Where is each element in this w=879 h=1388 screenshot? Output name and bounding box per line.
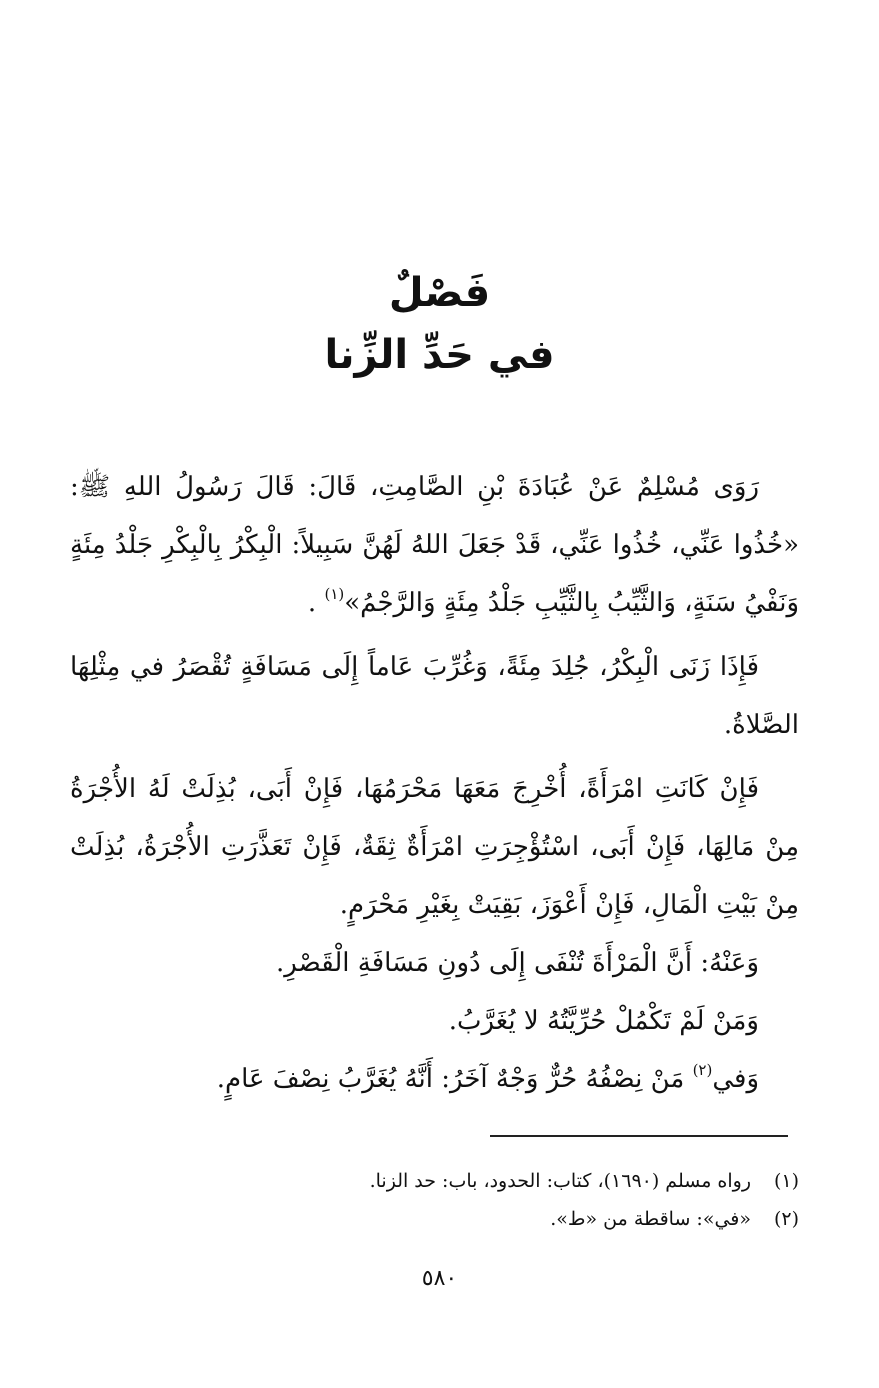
page-number: ٥٨٠ — [421, 1266, 458, 1291]
chapter-heading — [0, 265, 879, 383]
footnote-divider — [490, 1135, 788, 1137]
footnotes — [70, 1162, 799, 1238]
paragraph-text: رَوَى مُسْلِمٌ عَنْ عُبَادَةَ بْنِ الصَّامِتِ، قَالَ: قَالَ رَسُولُ اللهِ ﷺ: «خُذُوا عَنِّي، خُذُوا عَنِّي، قَدْ جَعَلَ اللهُ لَهُنَّ سَبِيلاً: الْبِكْرُ بِالْبِكْرِ جَلْدُ مِئَةٍ وَنَفْيُ سَنَةٍ، وَالثَّيِّبُ بِالثَّيِّبِ جَلْدُ مِئَةٍ وَالرَّجْمُ» — [70, 472, 799, 618]
paragraph — [70, 638, 799, 754]
paragraph-text: وَفي — [712, 1064, 759, 1094]
paragraph — [70, 992, 799, 1050]
footnote — [70, 1200, 799, 1238]
chapter-title-fasl: فَصْلٌ — [388, 270, 491, 316]
footnote — [70, 1162, 799, 1200]
paragraph-text: وَمَنْ لَمْ تَكْمُلْ حُرِّيَّتُهُ لا يُغَرَّبُ. — [448, 1006, 759, 1036]
paragraph-text: وَعَنْهُ: أَنَّ الْمَرْأَةَ تُنْفَى إِلَى دُونِ مَسَافَةِ الْقَصْرِ. — [276, 948, 759, 978]
paragraph-text: فَإِذَا زَنَى الْبِكْرُ، جُلِدَ مِئَةً، وَغُرِّبَ عَاماً إِلَى مَسَافَةٍ تُقْصَرُ في مِثْلِهَا الصَّلاةُ. — [70, 652, 799, 740]
main-text — [70, 458, 799, 1108]
paragraph — [70, 934, 799, 992]
footnote-text: رواه مسلم (١٦٩٠)، كتاب: الحدود، باب: حد الزنا. — [369, 1170, 751, 1192]
footnote-number: (١) — [773, 1170, 799, 1192]
paragraph-tail: . — [307, 588, 317, 618]
paragraph-text: فَإِنْ كَانَتِ امْرَأَةً، أُخْرِجَ مَعَهَا مَحْرَمُهَا، فَإِنْ أَبَى، بُذِلَتْ لَهُ الأُجْرَةُ مِنْ مَالِهَا، فَإِنْ أَبَى، اسْتُؤْجِرَتِ امْرَأَةٌ ثِقَةٌ، فَإِنْ تَعَذَّرَتِ الأُجْرَةُ، بُذِلَتْ مِنْ بَيْتِ الْمَالِ، فَإِنْ أَعْوَزَ، بَقِيَتْ بِغَيْرِ مَحْرَمٍ. — [70, 774, 799, 920]
footnote-text: «في»: ساقطة من «ط». — [550, 1208, 751, 1230]
footnote-ref: (١) — [324, 585, 345, 603]
chapter-title-subject: في حَدِّ الزِّنا — [324, 332, 555, 378]
paragraph — [70, 1050, 799, 1108]
paragraph — [70, 458, 799, 632]
footnote-number: (٢) — [773, 1208, 799, 1230]
footnote-ref: (٢) — [692, 1061, 713, 1079]
paragraph-tail: مَنْ نِصْفُهُ حُرٌّ وَجْهٌ آخَرُ: أَنَّهُ يُغَرَّبُ نِصْفَ عَامٍ. — [216, 1064, 685, 1094]
paragraph — [70, 760, 799, 934]
